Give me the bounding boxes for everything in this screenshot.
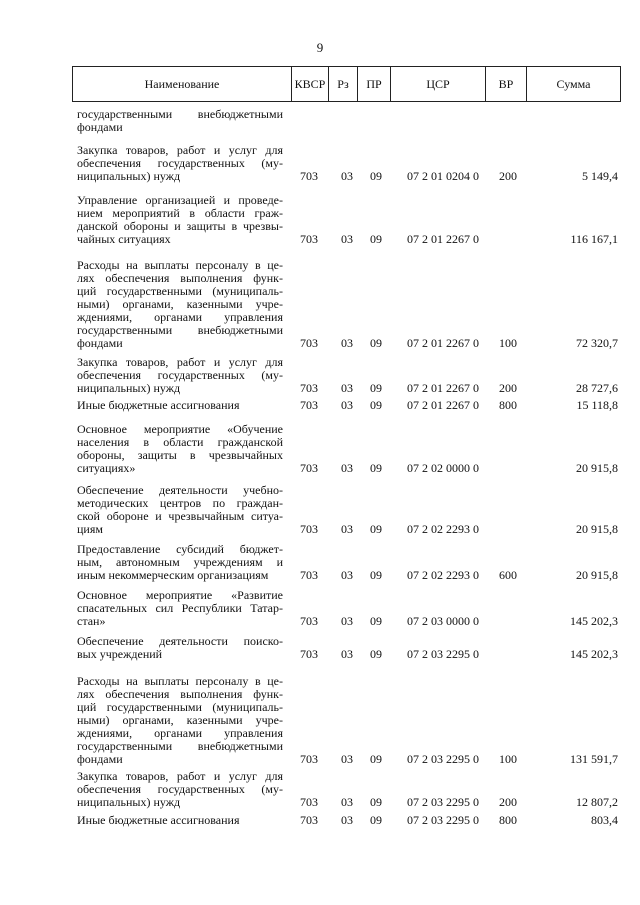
row-name-line: Управление организацией и проведе- (77, 193, 283, 207)
column-header-name: Наименование (73, 67, 292, 101)
row-name (77, 259, 283, 350)
row-name (77, 675, 283, 766)
row-sum: 20 915,8 (576, 568, 618, 582)
row-rz: 03 (341, 568, 353, 582)
row-name-line: данской обороны и защиты в чрезвы- (77, 219, 283, 233)
row-vr: 800 (499, 398, 517, 412)
row-pr: 09 (370, 752, 382, 766)
row-name-line: фондами (77, 752, 123, 766)
row-pr: 09 (370, 795, 382, 809)
row-name-line: циям (77, 522, 103, 536)
row-name-line: обеспечения государственных (му- (77, 156, 283, 170)
row-name-line: обеспечения государственных (му- (77, 782, 283, 796)
row-name-line: Расходы на выплаты персоналу в це- (77, 674, 283, 688)
row-kvsr: 703 (300, 568, 318, 582)
row-pr: 09 (370, 568, 382, 582)
row-name-line: Обеспечение деятельности поиско- (77, 634, 283, 648)
column-header-pr: ПР (358, 67, 391, 101)
row-vr: 100 (499, 336, 517, 350)
row-name-line: чайных ситуациях (77, 232, 171, 246)
row-name-line: Предоставление субсидий бюджет- (77, 542, 283, 556)
row-csr: 07 2 03 2295 0 (407, 647, 479, 661)
row-name (77, 356, 283, 395)
row-sum: 116 167,1 (570, 232, 618, 246)
row-sum: 20 915,8 (576, 522, 618, 536)
row-name-line: ждениями, органами управления (77, 726, 283, 740)
row-sum: 15 118,8 (576, 398, 618, 412)
row-name-line: фондами (77, 336, 123, 350)
row-kvsr: 703 (300, 813, 318, 827)
row-rz: 03 (341, 647, 353, 661)
row-csr: 07 2 01 0204 0 (407, 169, 479, 183)
row-name-line: ными) органами, казенными учре- (77, 297, 283, 311)
row-csr: 07 2 01 2267 0 (407, 336, 479, 350)
row-sum: 28 727,6 (576, 381, 618, 395)
row-rz: 03 (341, 795, 353, 809)
row-pr: 09 (370, 398, 382, 412)
row-name (77, 423, 283, 475)
row-kvsr: 703 (300, 336, 318, 350)
row-vr: 100 (499, 752, 517, 766)
row-name-line: Закупка товаров, работ и услуг для (77, 769, 283, 783)
row-sum: 72 320,7 (576, 336, 618, 350)
row-name-line: Основное мероприятие «Обучение (77, 422, 283, 436)
row-name-line: обеспечения государственных (му- (77, 368, 283, 382)
column-header-rz: Рз (329, 67, 358, 101)
row-kvsr: 703 (300, 795, 318, 809)
row-name (77, 589, 283, 628)
row-name-line: нием мероприятий в области граж- (77, 206, 283, 220)
table-row (0, 399, 640, 412)
table-row (0, 108, 640, 134)
row-name-line: ниципальных) нужд (77, 169, 181, 183)
row-pr: 09 (370, 232, 382, 246)
table-row (0, 675, 640, 766)
row-name-line: фондами (77, 120, 123, 134)
row-name-line: иным некоммерческим организациям (77, 568, 269, 582)
table-row (0, 814, 640, 827)
table-row (0, 356, 640, 395)
column-header-vr: ВР (486, 67, 527, 101)
row-name-line: ций государственными (муниципаль- (77, 700, 283, 714)
row-csr: 07 2 02 2293 0 (407, 568, 479, 582)
row-name-line: стан» (77, 614, 106, 628)
table-row (0, 259, 640, 350)
row-name-line: ным, автономным учреждениям и (77, 555, 283, 569)
row-name-line: обороны, защиты в чрезвычайных (77, 448, 283, 462)
row-kvsr: 703 (300, 232, 318, 246)
row-rz: 03 (341, 752, 353, 766)
table-row (0, 484, 640, 536)
column-header-kvsr: КВСР (292, 67, 329, 101)
row-name-line: ций государственными (муниципаль- (77, 284, 283, 298)
row-sum: 145 202,3 (570, 647, 618, 661)
table-row (0, 144, 640, 183)
page-number: 9 (316, 40, 324, 55)
row-vr: 200 (499, 169, 517, 183)
row-name-line: Иные бюджетные ассигнования (77, 813, 240, 827)
row-pr: 09 (370, 813, 382, 827)
row-pr: 09 (370, 647, 382, 661)
row-name-line: Закупка товаров, работ и услуг для (77, 143, 283, 157)
row-rz: 03 (341, 398, 353, 412)
row-rz: 03 (341, 614, 353, 628)
row-pr: 09 (370, 614, 382, 628)
row-rz: 03 (341, 336, 353, 350)
row-csr: 07 2 03 2295 0 (407, 795, 479, 809)
row-csr: 07 2 02 0000 0 (407, 461, 479, 475)
row-rz: 03 (341, 381, 353, 395)
row-sum: 131 591,7 (570, 752, 618, 766)
row-vr: 200 (499, 381, 517, 395)
row-name-line: ждениями, органами управления (77, 310, 283, 324)
table-header (72, 66, 621, 102)
row-sum: 145 202,3 (570, 614, 618, 628)
column-header-csr: ЦСР (391, 67, 486, 101)
row-name-line: ниципальных) нужд (77, 795, 181, 809)
row-name (77, 543, 283, 582)
row-name-line: ской обороне и чрезвычайным ситуа- (77, 509, 283, 523)
row-kvsr: 703 (300, 522, 318, 536)
row-rz: 03 (341, 461, 353, 475)
row-rz: 03 (341, 813, 353, 827)
row-name (77, 770, 283, 809)
row-csr: 07 2 01 2267 0 (407, 381, 479, 395)
table-row (0, 635, 640, 661)
row-pr: 09 (370, 381, 382, 395)
row-name-line: спасательных сил Республики Татар- (77, 601, 283, 615)
row-csr: 07 2 03 2295 0 (407, 813, 479, 827)
table-row (0, 770, 640, 809)
row-name (77, 194, 283, 246)
row-sum: 12 807,2 (576, 795, 618, 809)
table-row (0, 194, 640, 246)
row-name-line: государственными внебюджетными (77, 323, 283, 337)
row-kvsr: 703 (300, 169, 318, 183)
row-name-line: Иные бюджетные ассигнования (77, 398, 240, 412)
row-name-line: методических центров по граждан- (77, 496, 283, 510)
row-name-line: Закупка товаров, работ и услуг для (77, 355, 283, 369)
row-name (77, 399, 283, 412)
row-csr: 07 2 02 2293 0 (407, 522, 479, 536)
row-name-line: населения в области гражданской (77, 435, 283, 449)
row-name-line: ситуациях» (77, 461, 136, 475)
row-rz: 03 (341, 169, 353, 183)
row-vr: 200 (499, 795, 517, 809)
row-sum: 5 149,4 (582, 169, 618, 183)
row-sum: 803,4 (591, 813, 618, 827)
row-sum: 20 915,8 (576, 461, 618, 475)
row-rz: 03 (341, 522, 353, 536)
row-csr: 07 2 03 0000 0 (407, 614, 479, 628)
row-csr: 07 2 01 2267 0 (407, 232, 479, 246)
row-name (77, 108, 283, 134)
row-name-line: ными) органами, казенными учре- (77, 713, 283, 727)
row-rz: 03 (341, 232, 353, 246)
row-vr: 600 (499, 568, 517, 582)
row-pr: 09 (370, 461, 382, 475)
row-name-line: лях обеспечения выполнения функ- (77, 687, 283, 701)
row-kvsr: 703 (300, 752, 318, 766)
row-name-line: Обеспечение деятельности учебно- (77, 483, 283, 497)
row-name-line: Расходы на выплаты персоналу в це- (77, 258, 283, 272)
row-name (77, 814, 283, 827)
row-name-line: государственными внебюджетными (77, 739, 283, 753)
row-pr: 09 (370, 522, 382, 536)
row-name-line: вых учреждений (77, 647, 163, 661)
row-name-line: государственными внебюджетными (77, 107, 283, 121)
row-name (77, 484, 283, 536)
row-name (77, 635, 283, 661)
table-row (0, 543, 640, 582)
row-kvsr: 703 (300, 461, 318, 475)
row-kvsr: 703 (300, 381, 318, 395)
row-name-line: лях обеспечения выполнения функ- (77, 271, 283, 285)
row-name-line: ниципальных) нужд (77, 381, 181, 395)
row-pr: 09 (370, 336, 382, 350)
row-kvsr: 703 (300, 614, 318, 628)
row-kvsr: 703 (300, 647, 318, 661)
table-row (0, 589, 640, 628)
row-name (77, 144, 283, 183)
row-csr: 07 2 01 2267 0 (407, 398, 479, 412)
table-row (0, 423, 640, 475)
row-csr: 07 2 03 2295 0 (407, 752, 479, 766)
column-header-sum: Сумма (556, 77, 591, 91)
row-pr: 09 (370, 169, 382, 183)
row-name-line: Основное мероприятие «Развитие (77, 588, 283, 602)
row-kvsr: 703 (300, 398, 318, 412)
row-vr: 800 (499, 813, 517, 827)
